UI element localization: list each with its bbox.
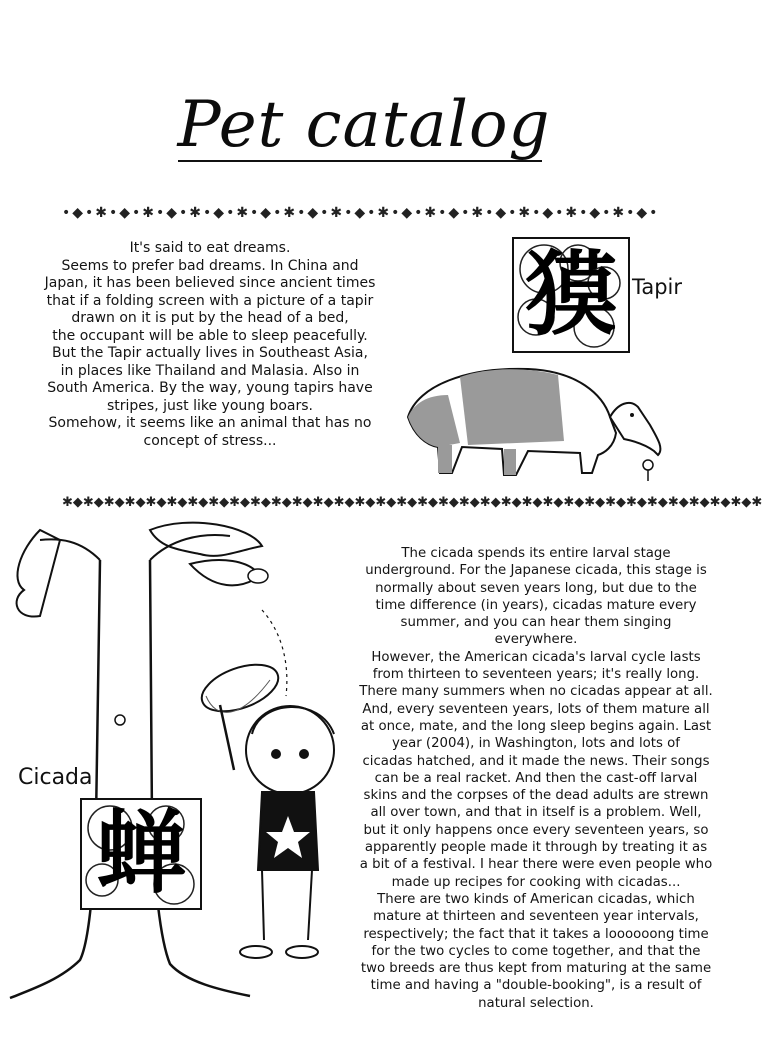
text-line: that if a folding screen with a picture of a tapir (46, 292, 374, 309)
text-line: made up recipes for cooking with cicadas... (391, 874, 681, 890)
text-line: cicadas hatched, and it made the news. Their songs (362, 753, 710, 769)
text-line: summer, and you can hear them singing (400, 615, 672, 631)
tapir-kanji-stamp (512, 237, 630, 353)
text-line: two breeds are thus kept from maturing at the same (360, 961, 712, 977)
cicada-kanji-stamp (80, 798, 202, 910)
text-line: apparently people made it through by treating it as (364, 840, 708, 856)
title-underline (178, 160, 542, 162)
text-line: mature at thirteen and seventeen year intervals, (373, 909, 699, 925)
ornamental-divider-middle: ✱◆✱◆✱◆✱◆✱◆✱◆✱◆✱◆✱◆✱◆✱◆✱◆✱◆✱◆✱◆✱◆✱◆✱◆✱◆✱◆✱◆✱◆✱◆✱◆✱◆✱◆✱◆✱◆✱◆✱◆✱◆✱◆✱◆✱ (62, 495, 762, 510)
text-line: in places like Thailand and Malasia. Also in (60, 362, 360, 379)
text-line: normally about seven years long, but due to the (375, 580, 697, 596)
text-line: stripes, just like young boars. (106, 397, 314, 414)
text-line: underground. For the Japanese cicada, this stage is (365, 563, 707, 579)
text-line: at once, mate, and the long sleep begins again. Last (360, 718, 712, 734)
text-line: the occupant will be able to sleep peacefully. (52, 327, 368, 344)
text-line: from thirteen to seventeen years; it's really long. (372, 667, 700, 683)
text-line: It's said to eat dreams. (129, 240, 291, 256)
page-title: Pet catalog (177, 88, 551, 162)
text-line: for the two cycles to come together, and that the (371, 943, 701, 959)
text-line: respectively; the fact that it takes a loooooong time (363, 926, 709, 942)
text-line: Somehow, it seems like an animal that has no (48, 415, 372, 431)
cicada-kanji: 蝉 (96, 801, 186, 906)
text-line: a bit of a festival. I hear there were even people who (359, 857, 713, 873)
text-line: all over town, and that in itself is a problem. Well, (370, 805, 702, 821)
text-line: And, every seventeen years, lots of them mature all (362, 701, 710, 717)
text-line: However, the American cicada's larval cycle lasts (371, 649, 701, 665)
text-line: natural selection. (478, 995, 594, 1011)
ornamental-divider-top: •◆•✱•◆•✱•◆•✱•◆•✱•◆•✱•◆•✱•◆•✱•◆•✱•◆•✱•◆•✱•◆•✱•◆•✱•◆• (62, 205, 660, 221)
text-line: skins and the corpses of the dead adults are strewn (363, 788, 709, 804)
text-line: time difference (in years), cicadas mature every (375, 597, 697, 613)
text-line: But the Tapir actually lives in Southeast Asia, (52, 345, 368, 361)
tapir-description (40, 240, 380, 450)
text-line: There many summers when no cicadas appear at all. (359, 684, 713, 700)
text-line: but it only happens once every seventeen years, so (363, 822, 709, 838)
tapir-kanji: 獏 (524, 241, 617, 348)
tapir-illustration (378, 355, 678, 485)
text-line: year (2004), in Washington, lots and lots of (392, 736, 680, 752)
text-line: everywhere. (494, 632, 578, 648)
cicada-description (355, 545, 717, 1012)
text-line: concept of stress... (143, 432, 277, 449)
cicada-label: Cicada (18, 765, 93, 790)
text-line: There are two kinds of American cicadas, which (377, 891, 695, 907)
text-line: time and having a "double-booking", is a result of (370, 978, 702, 994)
text-line: drawn on it is put by the head of a bed, (71, 310, 349, 326)
text-line: Seems to prefer bad dreams. In China and (61, 257, 359, 274)
text-line: Japan, it has been believed since ancient times (44, 275, 376, 291)
tapir-label: Tapir (632, 275, 683, 299)
text-line: can be a real racket. And then the cast-off larval (374, 770, 698, 786)
text-line: South America. By the way, young tapirs have (47, 380, 373, 396)
text-line: The cicada spends its entire larval stage (401, 546, 671, 561)
